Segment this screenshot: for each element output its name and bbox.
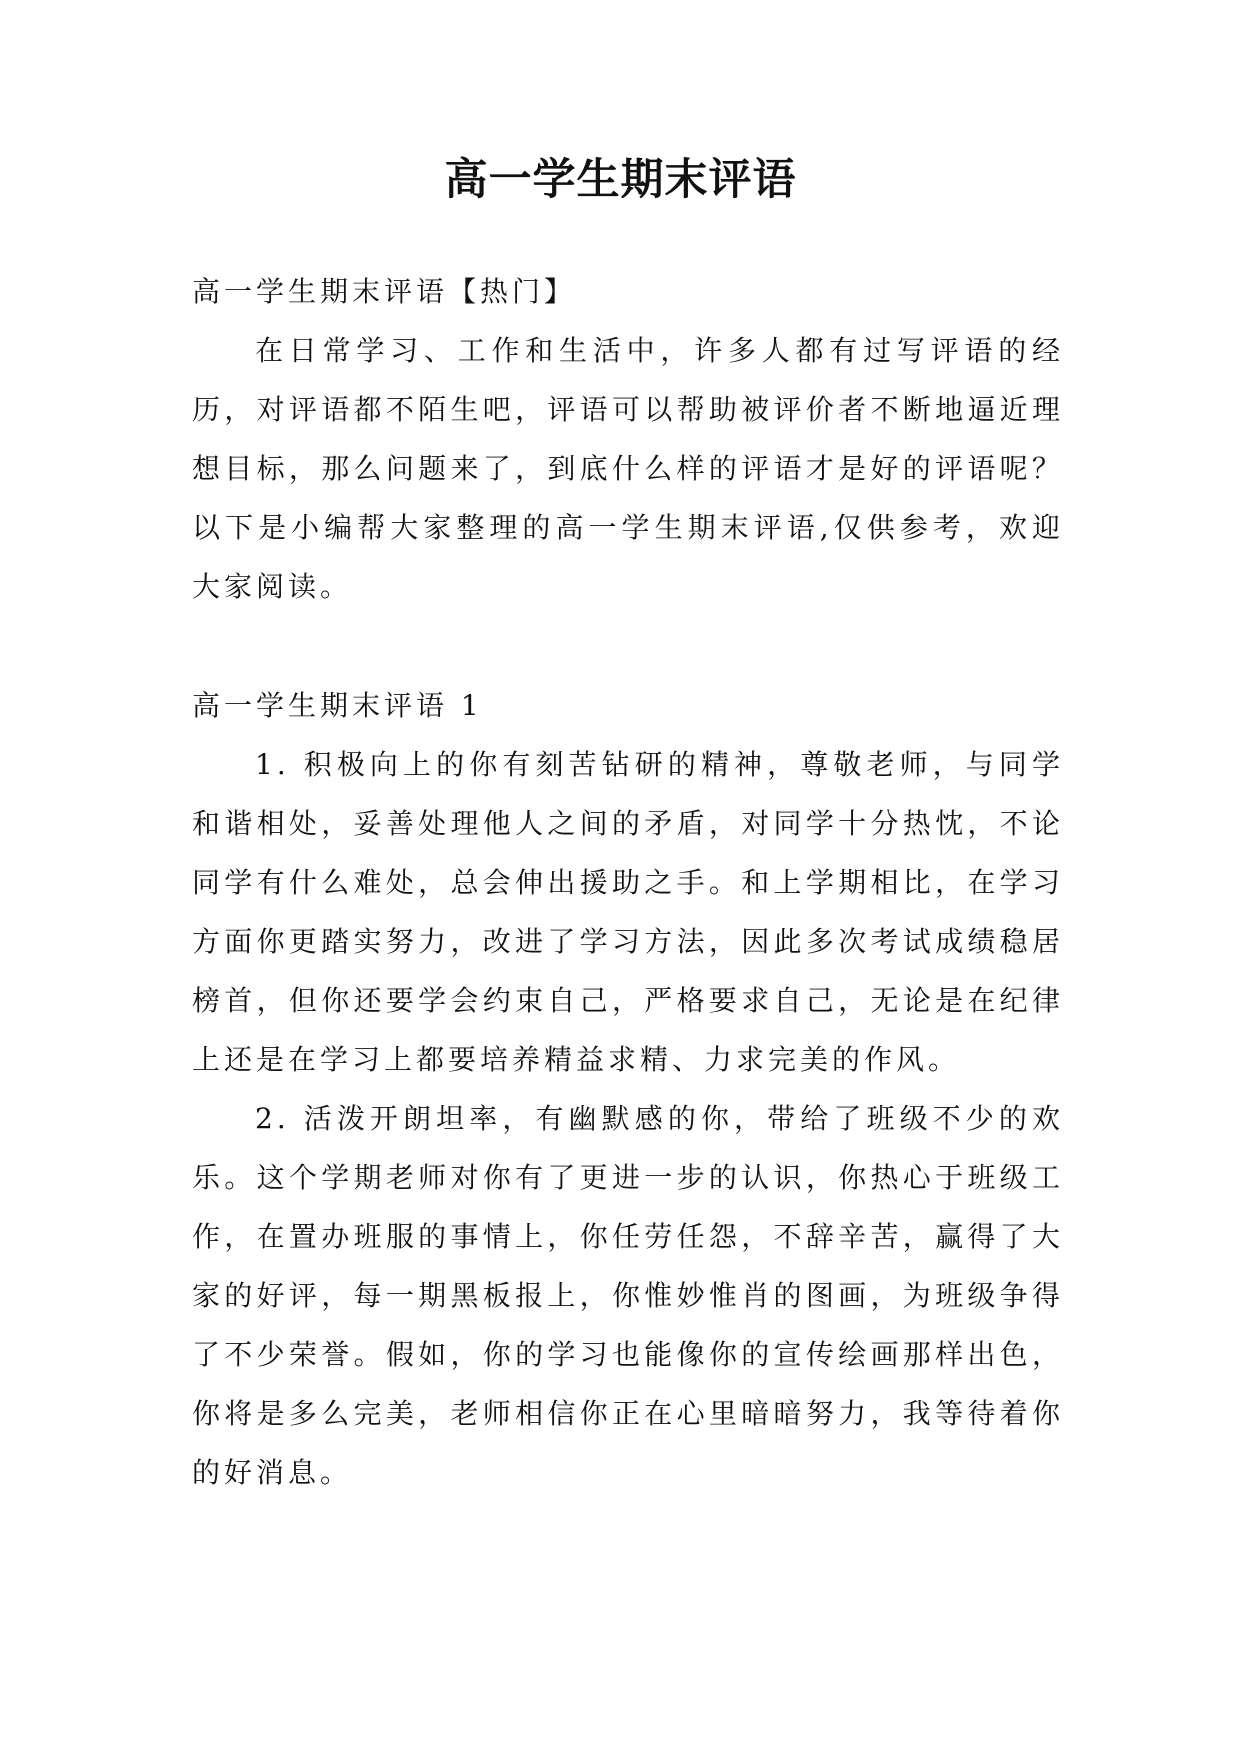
document-title: 高一学生期末评语 [444,155,797,205]
intro-heading: 高一学生期末评语【热门】 [192,275,577,308]
intro-paragraph: 在日常学习、工作和生活中，许多人都有过写评语的经历，对评语都不陌生吧，评语可以帮助被评价者不断地逼近理想目标，那么问题来了，到底什么样的评语才是好的评语呢？以下是小编帮大家整理的高一学生期末评语,仅供参考，欢迎大家阅读。 [192,334,1064,603]
section-heading: 高一学生期末评语 1 [192,689,483,722]
document-body [192,262,1064,1502]
comment-item-2: 2. 活泼开朗坦率，有幽默感的你，带给了班级不少的欢乐。这个学期老师对你有了更进一步的认识，你热心于班级工作，在置办班服的事情上，你任劳任怨，不辞辛苦，赢得了大家的好评，每一期黑板报上，你惟妙惟肖的图画，为班级争得了不少荣誉。假如，你的学习也能像你的宣传绘画那样出色，你将是多么完美，老师相信你正在心里暗暗努力，我等待着你的好消息。 [192,1102,1064,1489]
section-spacer [192,616,1064,676]
comment-item-1: 1. 积极向上的你有刻苦钻研的精神，尊敬老师，与同学和谐相处，妥善处理他人之间的矛盾，对同学十分热忱，不论同学有什么难处，总会伸出援助之手。和上学期相比，在学习方面你更踏实努力，改进了学习方法，因此多次考试成绩稳居榜首，但你还要学会约束自己，严格要求自己，无论是在纪律上还是在学习上都要培养精益求精、力求完美的作风。 [192,748,1064,1076]
